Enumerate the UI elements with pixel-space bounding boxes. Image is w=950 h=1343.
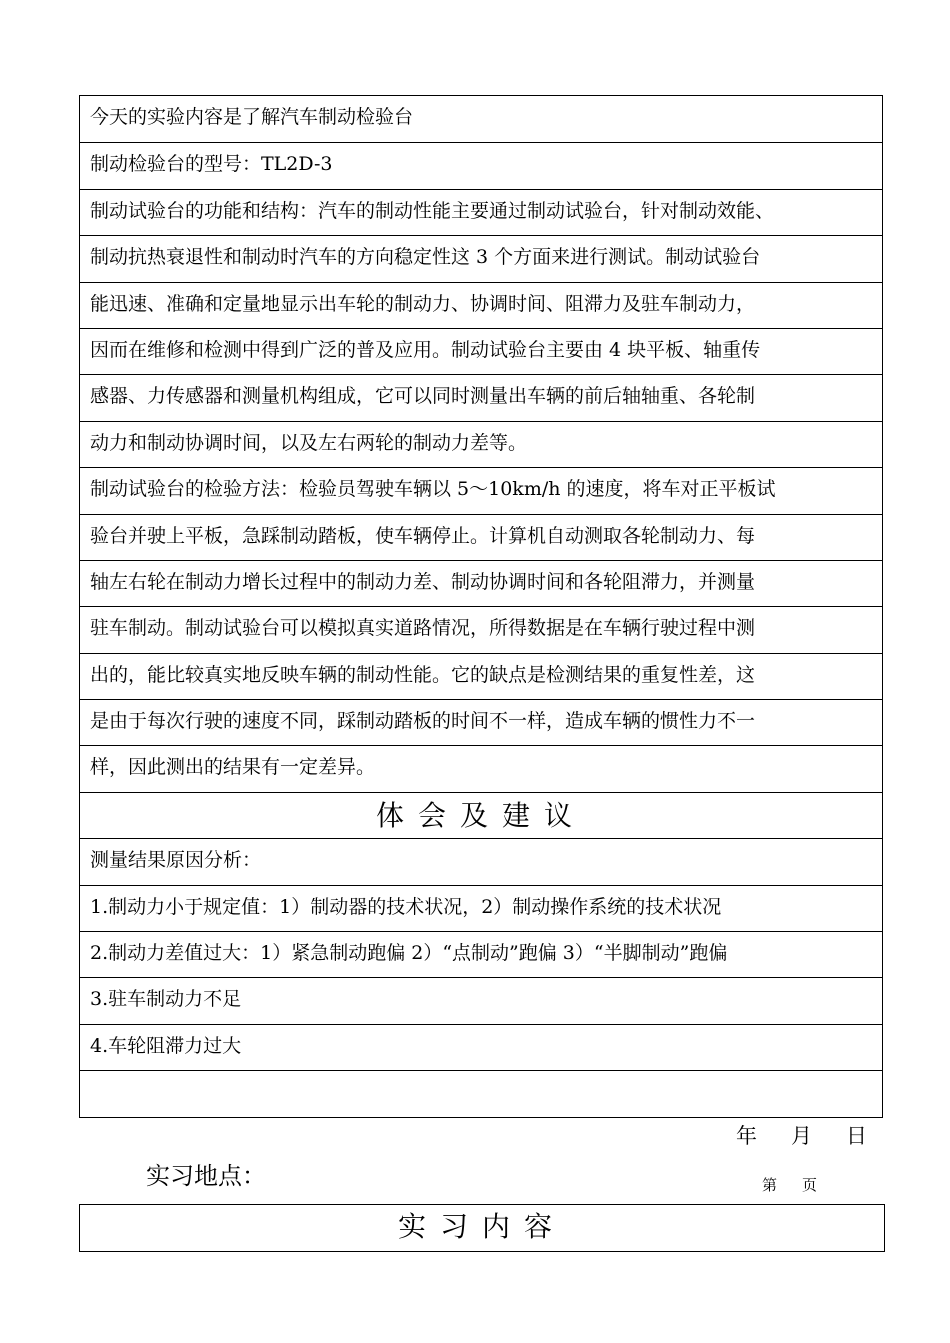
table-row: 是由于每次行驶的速度不同，踩制动踏板的时间不一样，造成车辆的惯性力不一: [80, 699, 882, 745]
section-heading: 体会及建议: [80, 792, 882, 838]
table-row: 2.制动力差值过大：1）紧急制动跑偏 2）“点制动”跑偏 3）“半脚制动”跑偏: [80, 931, 882, 977]
table-row: 因而在维修和检测中得到广泛的普及应用。制动试验台主要由 4 块平板、轴重传: [80, 328, 882, 374]
day-label: 日: [846, 1124, 867, 1148]
table-row: 今天的实验内容是了解汽车制动检验台: [90, 106, 414, 128]
table-row: 驻车制动。制动试验台可以模拟真实道路情况，所得数据是在车辆行驶过程中测: [80, 606, 882, 652]
page-prefix: 第: [762, 1176, 778, 1194]
table-row: 测量结果原因分析：: [80, 838, 882, 884]
table-row: 制动抗热衰退性和制动时汽车的方向稳定性这 3 个方面来进行测试。制动试验台: [80, 235, 882, 281]
table-row: 3.驻车制动力不足: [80, 977, 882, 1023]
table-row: 制动检验台的型号：TL2D-3: [80, 142, 882, 188]
month-label: 月: [791, 1124, 812, 1148]
internship-place-label: 实习地点：: [146, 1162, 266, 1190]
table-row: 样，因此测出的结果有一定差异。: [80, 745, 882, 791]
empty-row: [80, 1070, 882, 1116]
table-row: 制动试验台的功能和结构：汽车的制动性能主要通过制动试验台，针对制动效能、: [80, 189, 882, 235]
table-row: 出的，能比较真实地反映车辆的制动性能。它的缺点是检测结果的重复性差，这: [80, 653, 882, 699]
table-row: 1.制动力小于规定值：1）制动器的技术状况，2）制动操作系统的技术状况: [80, 885, 882, 931]
page-number: [762, 1174, 817, 1195]
table-row: 动力和制动协调时间，以及左右两轮的制动力差等。: [80, 421, 882, 467]
table-row: 感器、力传感器和测量机构组成，它可以同时测量出车辆的前后轴轴重、各轮制: [80, 374, 882, 420]
page-suffix: 页: [802, 1176, 818, 1194]
table-row: 能迅速、准确和定量地显示出车轮的制动力、协调时间、阻滞力及驻车制动力，: [80, 282, 882, 328]
date-line: [736, 1120, 867, 1150]
year-label: 年: [736, 1124, 757, 1148]
report-table: [79, 95, 883, 1118]
table-row: 制动试验台的检验方法：检验员驾驶车辆以 5～10km/h 的速度，将车对正平板试: [80, 467, 882, 513]
internship-content-title: 实习内容: [79, 1204, 885, 1252]
table-row: 验台并驶上平板，急踩制动踏板，使车辆停止。计算机自动测取各轮制动力、每: [80, 514, 882, 560]
table-row: 轴左右轮在制动力增长过程中的制动力差、制动协调时间和各轮阻滞力，并测量: [80, 560, 882, 606]
table-row: 4.车轮阻滞力过大: [80, 1024, 882, 1070]
